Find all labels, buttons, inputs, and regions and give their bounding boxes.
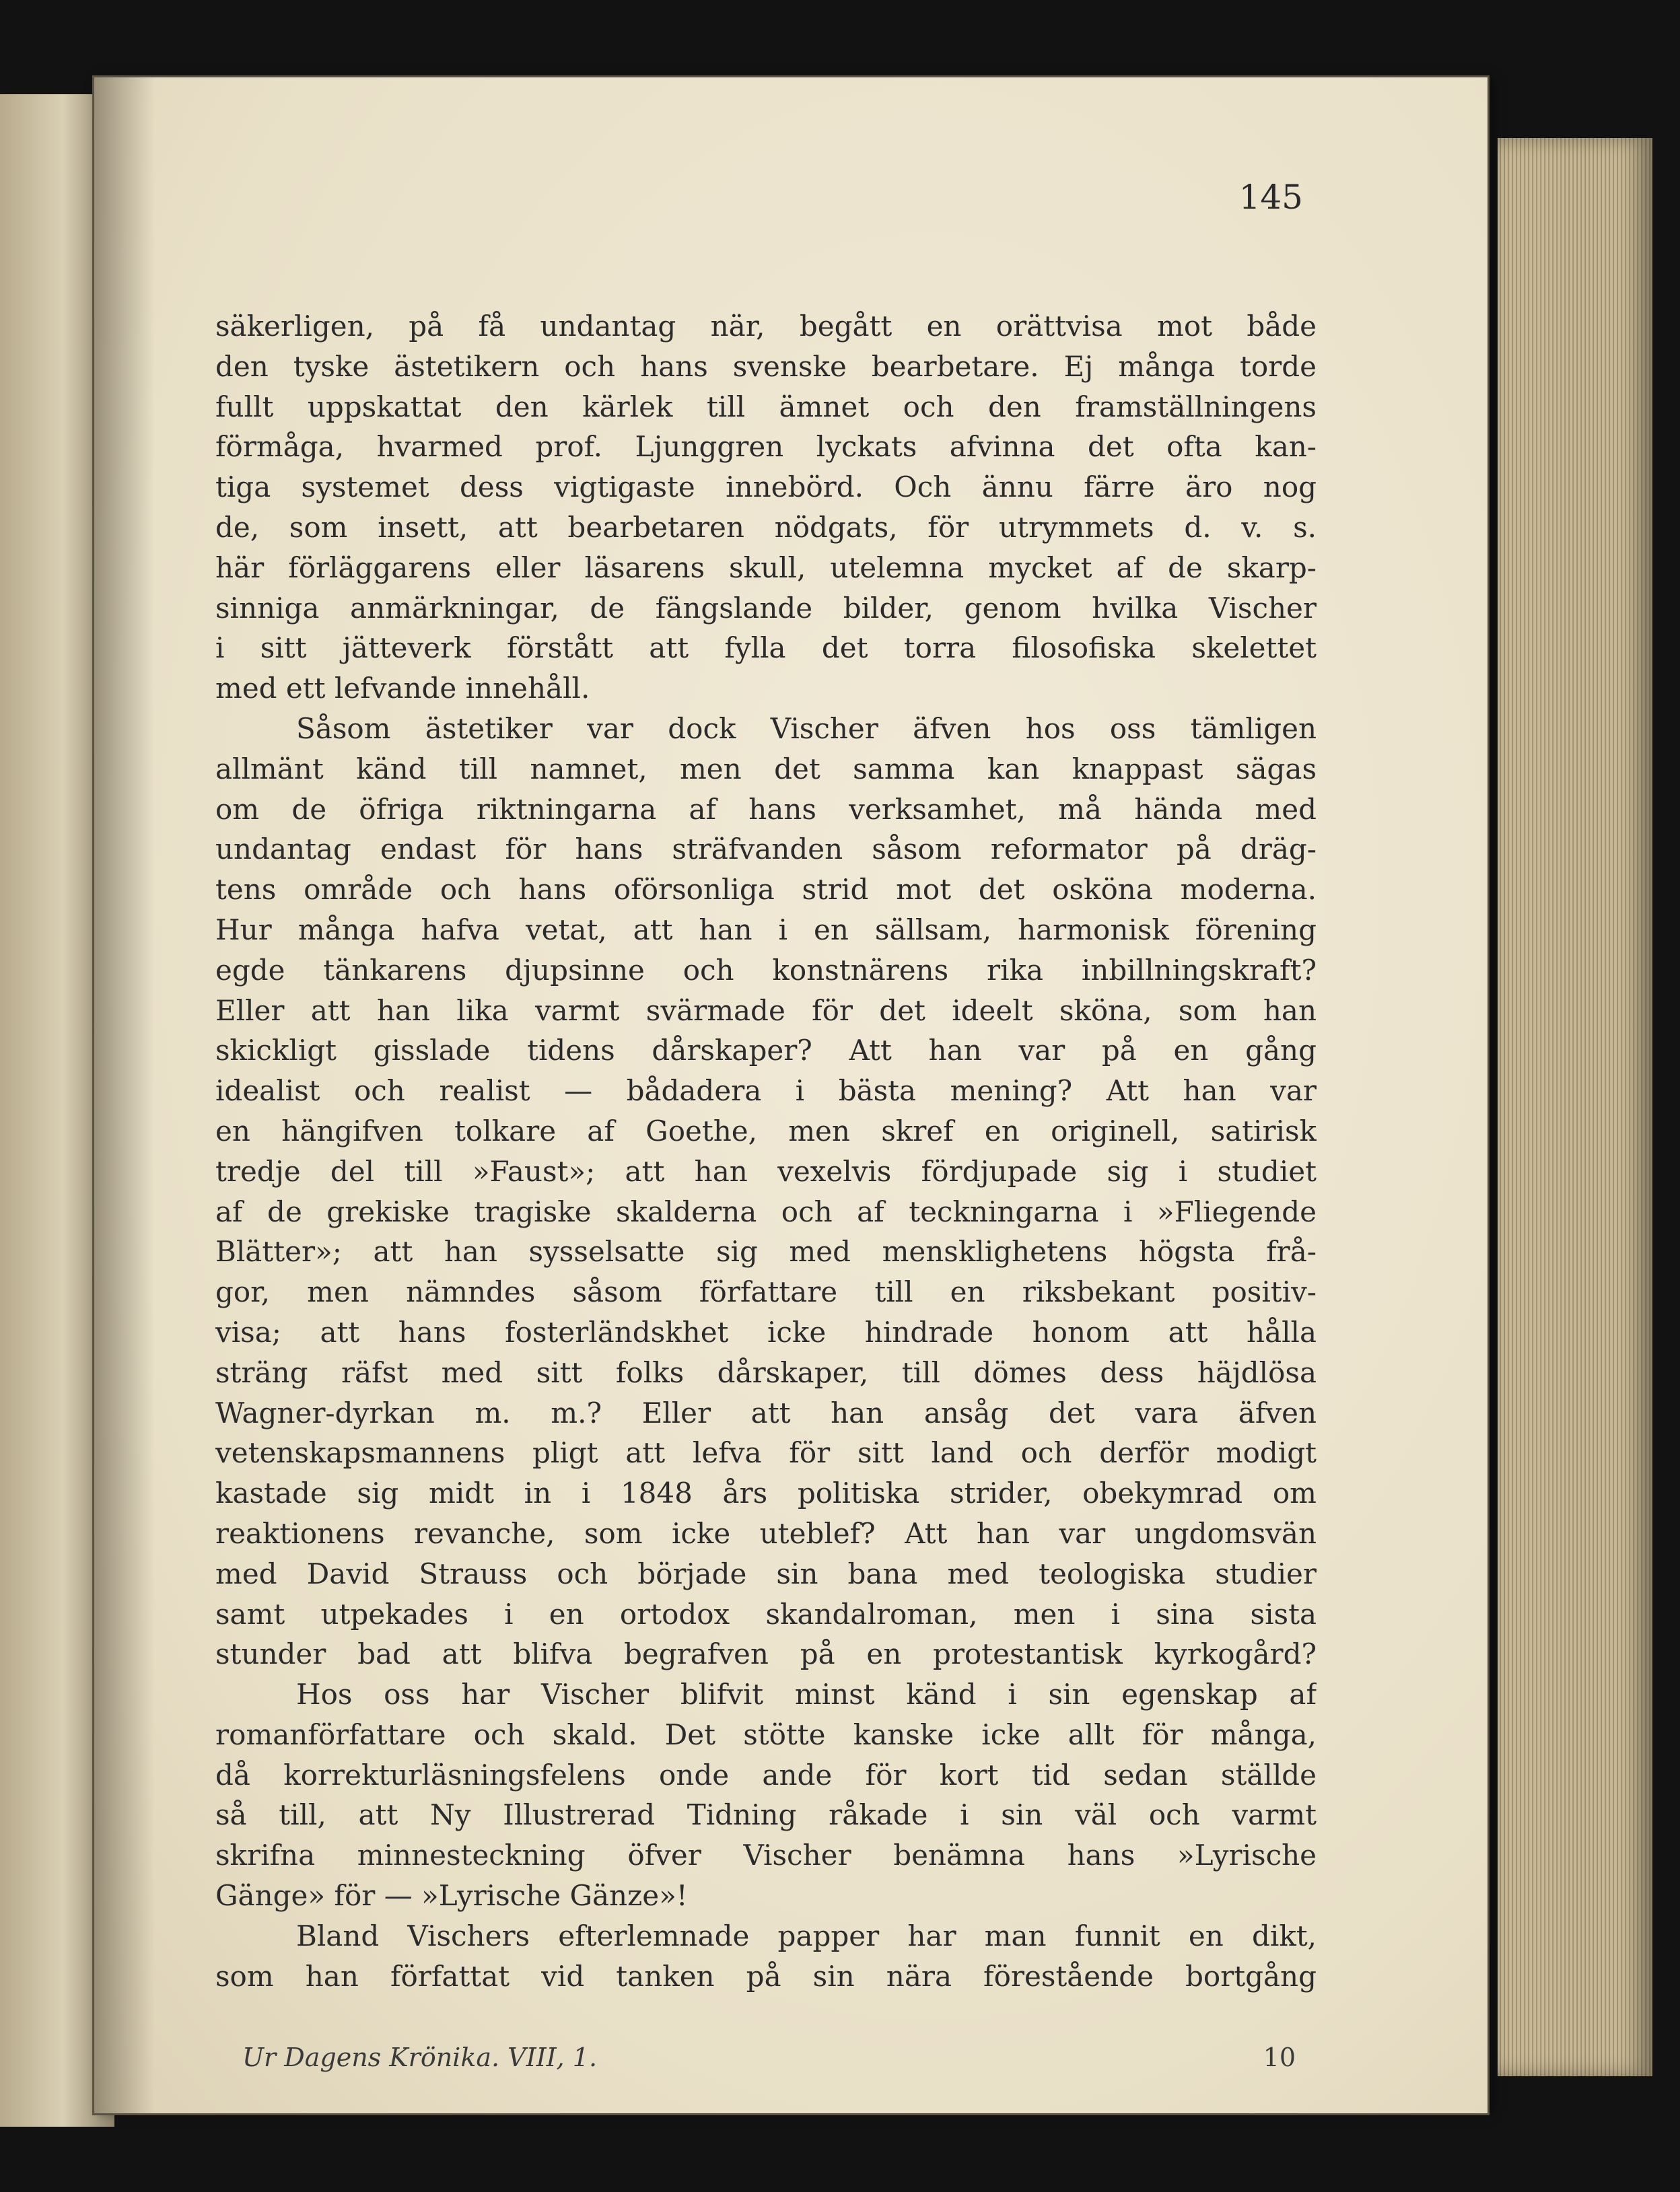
text-line: skickligt gisslade tidens dårskaper? Att han var på en gång [215,1034,1317,1067]
text-line: af de grekiske tragiske skalderna och af teckningarna i »Fliegende [215,1195,1317,1228]
footer-title: Ur Dagens Krönika. VIII, 1. [242,2043,598,2072]
text-line: med ett lefvande innehåll. [215,672,590,705]
text-line: Eller att han lika varmt svärmade för det ideelt sköna, som han [215,993,1317,1027]
body-text [215,306,1317,1996]
text-line: med David Strauss och började sin bana med teologiska studier [215,1557,1317,1590]
page-number: 145 [1238,178,1303,217]
text-line: som han författat vid tanken på sin nära förestående bortgång [215,1959,1317,1993]
text-line: egde tänkarens djupsinne och konstnärens rika inbillningskraft? [215,953,1317,987]
text-line: om de öfriga riktningarna af hans verksamhet, må hända med [215,792,1317,826]
text-line: idealist och realist — bådadera i bästa mening? Att han var [215,1074,1317,1108]
text-line: säkerligen, på få undantag när, begått en orättvisa mot både [215,310,1317,343]
text-line: fullt uppskattat den kärlek till ämnet och den framställningens [215,390,1317,423]
text-line: i sitt jätteverk förstått att fylla det torra filosofiska skelettet [215,631,1317,665]
page-footer [242,2043,1296,2083]
text-line: de, som insett, att bearbetaren nödgats, för utrymmets d. v. s. [215,510,1317,544]
text-line: Gänge» för — »Lyrische Gänze»! [215,1879,688,1913]
text-line: kastade sig midt in i 1848 års politiska strider, obekymrad om [215,1477,1317,1510]
text-line: Blätter»; att han sysselsatte sig med mensklighetens högsta frå- [215,1235,1317,1269]
text-line: gor, men nämndes såsom författare till en riksbekant positiv- [215,1275,1317,1309]
text-line: tiga systemet dess vigtigaste innebörd. Och ännu färre äro nog [215,470,1317,504]
text-line: Såsom ästetiker var dock Vischer äfven hos oss tämligen [296,711,1317,745]
text-line: Hur många hafva vetat, att han i en sällsam, harmonisk förening [215,913,1317,946]
text-line: undantag endast för hans sträfvanden såsom reformator på dräg- [215,833,1317,866]
text-line: skrifna minnesteckning öfver Vischer benämna hans »Lyrische [215,1839,1317,1872]
text-line: tredje del till »Faust»; att han vexelvis fördjupade sig i studiet [215,1154,1317,1188]
text-line: visa; att hans fosterländskhet icke hindrade honom att hålla [215,1315,1317,1349]
text-line: sträng räfst med sitt folks dårskaper, till dömes dess häjdlösa [215,1355,1317,1389]
text-line: vetenskapsmannens pligt att lefva för sitt land och derför modigt [215,1436,1317,1470]
text-line: samt utpekades i en ortodox skandalroman, men i sina sista [215,1597,1317,1631]
gutter-shadow [94,77,155,2113]
text-line: Wagner-dyrkan m. m.? Eller att han ansåg det vara äfven [215,1396,1317,1429]
book-page-edges [1498,138,1652,2076]
text-line: den tyske ästetikern och hans svenske bearbetare. Ej många torde [215,349,1317,383]
text-line: här förläggarens eller läsarens skull, utelemna mycket af de skarp- [215,551,1317,584]
text-line: en hängifven tolkare af Goethe, men skref en originell, satirisk [215,1114,1317,1147]
text-line: Hos oss har Vischer blifvit minst känd i sin egenskap af [296,1678,1317,1711]
text-line: sinniga anmärkningar, de fängslande bilder, genom hvilka Vischer [215,591,1317,625]
text-line: tens område och hans oförsonliga strid mot det osköna moderna. [215,873,1317,907]
text-line: stunder bad att blifva begrafven på en protestantisk kyrkogård? [215,1637,1317,1671]
text-line: då korrekturläsningsfelens onde ande för kort tid sedan ställde [215,1758,1317,1792]
text-line: Bland Vischers efterlemnade papper har man funnit en dikt, [296,1919,1317,1952]
text-line: allmänt känd till namnet, men det samma kan knappast sägas [215,752,1317,785]
text-line: reaktionens revanche, som icke uteblef? Att han var ungdomsvän [215,1516,1317,1550]
book-page [94,77,1488,2113]
text-line: så till, att Ny Illustrerad Tidning råkade i sin väl och varmt [215,1798,1317,1832]
text-line: förmåga, hvarmed prof. Ljunggren lyckats afvinna det ofta kan- [215,430,1317,464]
text-line: romanförfattare och skald. Det stötte kanske icke allt för många, [215,1718,1317,1751]
signature-mark: 10 [1263,2043,1296,2072]
